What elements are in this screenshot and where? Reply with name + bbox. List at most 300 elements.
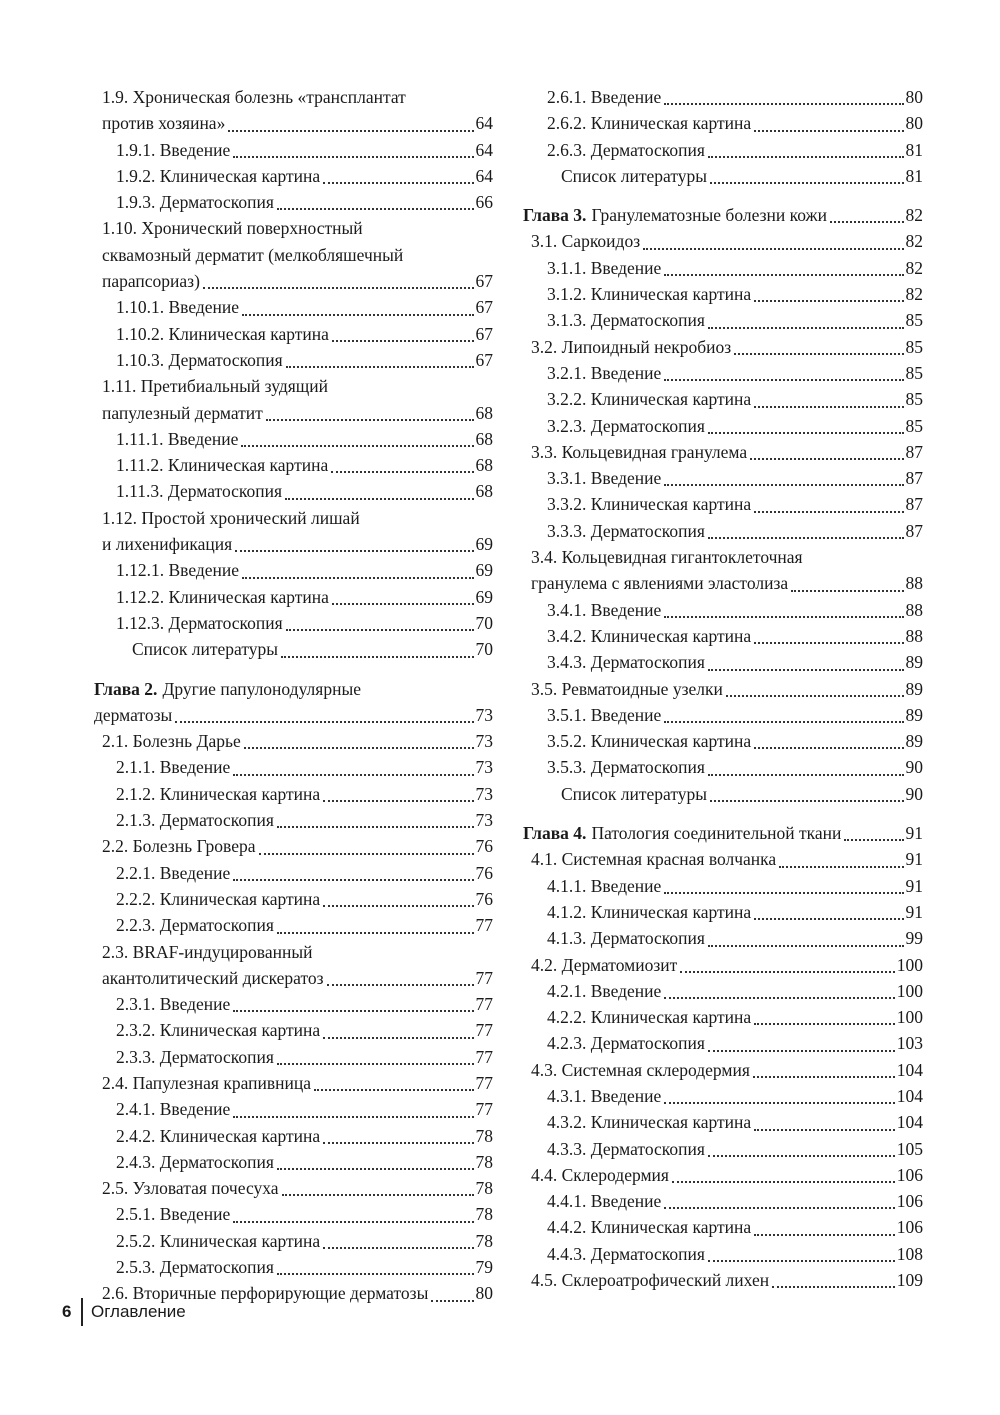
- toc-entry-title: 2.6.1. Введение: [547, 87, 662, 107]
- toc-entry[interactable]: [523, 649, 923, 675]
- toc-entry[interactable]: [523, 334, 923, 360]
- toc-entry-title: 4.1.2. Клиническая картина: [547, 901, 752, 922]
- toc-entry-title: 4.3. Системная склеродермия: [531, 1059, 750, 1080]
- dot-leader: [203, 286, 474, 289]
- toc-page-number: 82: [905, 231, 923, 252]
- dot-leader: [323, 904, 473, 907]
- toc-entry[interactable]: [523, 754, 923, 780]
- toc-entry[interactable]: [102, 833, 493, 859]
- toc-entry-title: 2.3.1. Введение: [116, 994, 231, 1015]
- toc-entry-title-line: [531, 544, 923, 570]
- toc-entry-last-line: [102, 400, 493, 426]
- toc-entry[interactable]: [102, 215, 493, 294]
- dot-leader: [830, 220, 904, 223]
- toc-entry-title: 2.3.3. Дерматоскопия: [116, 1046, 274, 1067]
- toc-entry[interactable]: [102, 1070, 493, 1096]
- dot-leader: [844, 838, 903, 841]
- toc-entry-title: дерматозы: [94, 704, 173, 725]
- toc-entry-title: 2.2.2. Клиническая картина: [116, 888, 321, 909]
- toc-page-number: 104: [896, 1059, 923, 1080]
- toc-entry[interactable]: [523, 386, 923, 412]
- toc-entry[interactable]: [102, 584, 493, 610]
- dot-leader: [734, 352, 903, 355]
- dot-leader: [754, 129, 903, 132]
- dot-leader: [664, 996, 894, 999]
- toc-entry[interactable]: [523, 1162, 923, 1188]
- toc-entry[interactable]: [523, 702, 923, 728]
- toc-entry-title: 2.4.3. Дерматоскопия: [116, 1151, 274, 1172]
- toc-entry-last-line: [531, 570, 923, 596]
- toc-entry-title-text: 1.11. Претибиальный зудящий: [102, 376, 329, 397]
- dot-leader: [664, 891, 903, 894]
- dot-leader: [753, 1075, 895, 1078]
- dot-leader: [285, 497, 473, 500]
- toc-page-number: 76: [475, 836, 493, 857]
- toc-entry[interactable]: [523, 1188, 923, 1214]
- toc-entry-title-text: 3.4. Кольцевидная гигантоклеточная: [531, 547, 803, 568]
- dot-leader: [266, 418, 474, 421]
- toc-entry-title: 2.4.2. Клиническая картина: [116, 1125, 321, 1146]
- toc-page-number: 82: [905, 284, 923, 305]
- dot-leader: [323, 1141, 473, 1144]
- toc-entry[interactable]: [102, 321, 493, 347]
- toc-entry-title: 3.5.3. Дерматоскопия: [547, 757, 705, 778]
- toc-entry[interactable]: [523, 281, 923, 307]
- toc-entry-title: 2.5.1. Введение: [116, 1204, 231, 1225]
- toc-page-number: 87: [905, 494, 923, 515]
- dot-leader: [680, 970, 895, 973]
- toc-page-number: 78: [475, 1178, 493, 1199]
- toc-entry[interactable]: [523, 518, 923, 544]
- toc-page-number: 88: [905, 599, 923, 620]
- toc-entry[interactable]: [523, 597, 923, 623]
- toc-entry[interactable]: [523, 676, 923, 702]
- toc-entry[interactable]: [523, 1030, 923, 1056]
- toc-entry-title-line: [94, 676, 493, 702]
- toc-chapter-entry[interactable]: [523, 820, 923, 846]
- toc-entry-title-line: [102, 373, 493, 399]
- chapter-label: Глава 3.: [523, 205, 587, 226]
- dot-leader: [664, 720, 903, 723]
- toc-page-number: 73: [475, 810, 493, 831]
- dot-leader: [327, 983, 474, 986]
- toc-entry[interactable]: [523, 978, 923, 1004]
- toc-entry-title-line: [102, 242, 493, 268]
- toc-entry[interactable]: [523, 1267, 923, 1293]
- toc-entry-title-text: 1.9. Хроническая болезнь «трансплантат: [102, 87, 406, 107]
- toc-entry[interactable]: [523, 110, 923, 136]
- toc-entry[interactable]: [523, 1083, 923, 1109]
- toc-entry[interactable]: [102, 886, 493, 912]
- toc-page-number: 73: [475, 783, 493, 804]
- toc-page-number: 69: [475, 560, 493, 581]
- toc-entry-title: 1.12.3. Дерматоскопия: [116, 612, 283, 633]
- toc-page-number: 68: [475, 481, 493, 502]
- dot-leader: [314, 1088, 474, 1091]
- dot-leader: [331, 470, 473, 473]
- toc-entry-title: 2.4. Папулезная крапивница: [102, 1072, 311, 1093]
- toc-page-number: 80: [475, 1283, 493, 1304]
- toc-page-number: 77: [475, 1020, 493, 1041]
- chapter-label: Глава 2.: [94, 678, 158, 699]
- dot-leader: [228, 129, 473, 132]
- toc-page-number: 106: [896, 1191, 923, 1212]
- dot-leader: [708, 773, 904, 776]
- dot-leader: [750, 457, 903, 460]
- toc-entry-title: Список литературы: [561, 783, 708, 804]
- toc-entry-title-text: Другие папулонодулярные: [162, 678, 361, 699]
- toc-entry-title: 1.11.3. Дерматоскопия: [116, 481, 283, 502]
- toc-entry[interactable]: [102, 1096, 493, 1122]
- toc-entry-title-line: [102, 84, 493, 110]
- dot-leader: [233, 1220, 473, 1223]
- toc-entry-title: 1.10.1. Введение: [116, 297, 240, 318]
- dot-leader: [754, 1022, 895, 1025]
- toc-entry-title: 2.2.1. Введение: [116, 862, 231, 883]
- toc-entry-title: 1.12.2. Клиническая картина: [116, 586, 329, 607]
- dot-leader: [244, 746, 474, 749]
- toc-entry[interactable]: [523, 728, 923, 754]
- dot-leader: [754, 641, 903, 644]
- toc-page-number: 85: [905, 415, 923, 436]
- dot-leader: [708, 326, 904, 329]
- toc-entry-title: 3.5.1. Введение: [547, 704, 662, 725]
- toc-entry-title: акантолитический дискератоз: [102, 967, 324, 988]
- dot-leader: [233, 773, 473, 776]
- toc-page-number: 81: [905, 139, 923, 160]
- toc-entry-title: 1.11.2. Клиническая картина: [116, 455, 329, 476]
- toc-chapter-entry[interactable]: [94, 676, 493, 729]
- toc-entry[interactable]: [102, 728, 493, 754]
- toc-entry[interactable]: [523, 1004, 923, 1030]
- toc-page-number: 67: [475, 271, 493, 292]
- dot-leader: [664, 102, 903, 105]
- dot-leader: [259, 852, 474, 855]
- toc-entry-title: и лихенификация: [102, 534, 233, 555]
- toc-page-number: 106: [896, 1164, 923, 1185]
- dot-leader: [643, 247, 903, 250]
- toc-page-number: 80: [905, 113, 923, 134]
- toc-entry-title: 2.1. Болезнь Дарье: [102, 731, 241, 752]
- toc-page-number: 70: [475, 612, 493, 633]
- toc-entry-title: 1.11.1. Введение: [116, 428, 239, 449]
- toc-entry[interactable]: [523, 925, 923, 951]
- dot-leader: [754, 917, 903, 920]
- toc-page-number: 85: [905, 389, 923, 410]
- toc-entry[interactable]: [523, 465, 923, 491]
- page-footer: [62, 1298, 186, 1326]
- toc-entry-title: 4.1.3. Дерматоскопия: [547, 928, 705, 949]
- toc-page-number: 76: [475, 888, 493, 909]
- toc-entry-title: 2.1.3. Дерматоскопия: [116, 810, 274, 831]
- toc-entry-title-text: 1.12. Простой хронический лишай: [102, 507, 360, 528]
- toc-page-number: 70: [475, 639, 493, 660]
- dot-leader: [664, 378, 903, 381]
- toc-page-number: 82: [905, 205, 923, 226]
- toc-entry[interactable]: [523, 84, 923, 110]
- toc-entry-last-line: [94, 702, 493, 728]
- toc-entry-title-line: [102, 939, 493, 965]
- toc-entry[interactable]: [523, 1214, 923, 1240]
- dot-leader: [281, 655, 473, 658]
- toc-page-number: 78: [475, 1125, 493, 1146]
- toc-entry[interactable]: [102, 1254, 493, 1280]
- toc-entry[interactable]: [523, 846, 923, 872]
- toc-page-number: 66: [475, 192, 493, 213]
- toc-entry[interactable]: [523, 360, 923, 386]
- toc-entry-title: 3.3.1. Введение: [547, 468, 662, 489]
- toc-page-number: 77: [475, 1046, 493, 1067]
- dot-leader: [431, 1299, 473, 1302]
- toc-page-number: 76: [475, 862, 493, 883]
- toc-page-number: 99: [905, 928, 923, 949]
- toc-entry[interactable]: [102, 84, 493, 137]
- toc-entry-title: папулезный дерматит: [102, 402, 263, 423]
- toc-page-number: 109: [896, 1270, 923, 1291]
- toc-entry-title: 2.5. Узловатая почесуха: [102, 1178, 279, 1199]
- toc-entry[interactable]: [102, 781, 493, 807]
- toc-entry-title: против хозяина»: [102, 113, 226, 134]
- toc-entry-last-line: [523, 820, 923, 846]
- toc-entry-title: 4.3.2. Клиническая картина: [547, 1112, 752, 1133]
- toc-entry[interactable]: [102, 1175, 493, 1201]
- toc-entry[interactable]: [102, 1123, 493, 1149]
- toc-entry-title: 2.1.1. Введение: [116, 757, 231, 778]
- toc-entry[interactable]: [102, 1044, 493, 1070]
- toc-entry-last-line: [102, 110, 493, 136]
- toc-page-number: 68: [475, 428, 493, 449]
- toc-page-number: 88: [905, 625, 923, 646]
- dot-leader: [754, 405, 903, 408]
- toc-entry-title: 4.4.3. Дерматоскопия: [547, 1243, 705, 1264]
- toc-entry-title: 2.6.3. Дерматоскопия: [547, 139, 705, 160]
- dot-leader: [233, 878, 473, 881]
- toc-page-number: 87: [905, 441, 923, 462]
- toc-entry[interactable]: [102, 189, 493, 215]
- toc-entry[interactable]: [102, 1228, 493, 1254]
- dot-leader: [277, 1167, 474, 1170]
- toc-page-number: 105: [896, 1138, 923, 1159]
- toc-page-number: 77: [475, 1099, 493, 1120]
- toc-page-number: 73: [475, 704, 493, 725]
- toc-entry-last-line: [102, 268, 493, 294]
- toc-entry-title: 3.1.2. Клиническая картина: [547, 284, 752, 305]
- toc-entry[interactable]: [523, 1136, 923, 1162]
- toc-entry[interactable]: [523, 137, 923, 163]
- toc-page-number: 67: [475, 323, 493, 344]
- dot-leader: [664, 1101, 894, 1104]
- toc-entry-title: 2.2. Болезнь Гровера: [102, 836, 256, 857]
- toc-page-number: 77: [475, 967, 493, 988]
- toc-page-number: 85: [905, 310, 923, 331]
- dot-leader: [779, 865, 903, 868]
- toc-page-number: 85: [905, 336, 923, 357]
- toc-entry-title: 2.6. Вторичные перфорирующие дерматозы: [102, 1283, 429, 1304]
- toc-entry-title: 1.9.2. Клиническая картина: [116, 165, 321, 186]
- toc-entry[interactable]: [523, 873, 923, 899]
- dot-leader: [277, 1272, 474, 1275]
- toc-entry[interactable]: [102, 426, 493, 452]
- toc-entry-title: 3.3. Кольцевидная гранулема: [531, 441, 748, 462]
- toc-entry-title: 2.2.3. Дерматоскопия: [116, 915, 274, 936]
- toc-right-column: [523, 84, 923, 1293]
- toc-entry[interactable]: [523, 1057, 923, 1083]
- toc-entry-title: 3.5. Ревматоидные узелки: [531, 678, 723, 699]
- dot-leader: [708, 944, 904, 947]
- toc-entry-title: 4.2. Дерматомиозит: [531, 954, 678, 975]
- toc-page-number: 64: [475, 165, 493, 186]
- toc-page-number: 69: [475, 534, 493, 555]
- toc-page-number: 87: [905, 468, 923, 489]
- dot-leader: [332, 339, 474, 342]
- toc-entry-title: 4.4.1. Введение: [547, 1191, 662, 1212]
- toc-entry[interactable]: [523, 491, 923, 517]
- toc-entry-title: 4.2.2. Клиническая картина: [547, 1007, 752, 1028]
- toc-entry-title: 3.4.1. Введение: [547, 599, 662, 620]
- toc-page-number: 91: [905, 901, 923, 922]
- toc-entry-title: парапсориаз): [102, 271, 200, 292]
- toc-entry[interactable]: [102, 807, 493, 833]
- toc-entry[interactable]: [523, 1109, 923, 1135]
- toc-page-number: 89: [905, 678, 923, 699]
- toc-entry-title-line: [102, 215, 493, 241]
- toc-entry-title: 3.1.3. Дерматоскопия: [547, 310, 705, 331]
- toc-entry[interactable]: [523, 255, 923, 281]
- dot-leader: [708, 155, 904, 158]
- dot-leader: [323, 799, 473, 802]
- toc-entry-title: 3.3.2. Клиническая картина: [547, 494, 752, 515]
- toc-entry[interactable]: [102, 505, 493, 558]
- toc-entry[interactable]: [102, 452, 493, 478]
- toc-page-number: 77: [475, 1072, 493, 1093]
- toc-entry[interactable]: [102, 1017, 493, 1043]
- dot-leader: [242, 313, 473, 316]
- toc-entry-title: Список литературы: [132, 639, 279, 660]
- toc-entry[interactable]: [102, 939, 493, 992]
- toc-entry-title-text: 2.3. BRAF-индуцированный: [102, 941, 313, 962]
- toc-chapter-entry[interactable]: [523, 202, 923, 228]
- toc-entry[interactable]: [523, 952, 923, 978]
- toc-entry-title: 2.3.2. Клиническая картина: [116, 1020, 321, 1041]
- dot-leader: [286, 628, 474, 631]
- toc-entry-last-line: [102, 531, 493, 557]
- dot-leader: [241, 444, 473, 447]
- toc-entry[interactable]: [102, 478, 493, 504]
- toc-entry-title: Список литературы: [561, 165, 708, 186]
- toc-entry-title: 1.12.1. Введение: [116, 560, 240, 581]
- toc-entry[interactable]: [523, 544, 923, 597]
- toc-entry-title: 4.2.3. Дерматоскопия: [547, 1033, 705, 1054]
- toc-entry-title: 4.1.1. Введение: [547, 875, 662, 896]
- toc-entry[interactable]: [102, 912, 493, 938]
- toc-page-number: 91: [905, 823, 923, 844]
- toc-entry[interactable]: [523, 307, 923, 333]
- toc-page-number: 73: [475, 757, 493, 778]
- dot-leader: [672, 1180, 895, 1183]
- toc-entry-title-line: [102, 505, 493, 531]
- toc-entry-last-line: [102, 965, 493, 991]
- toc-entry-last-line: [523, 202, 923, 228]
- toc-page-number: 104: [896, 1085, 923, 1106]
- toc-page-number: 100: [896, 980, 923, 1001]
- toc-entry[interactable]: [102, 373, 493, 426]
- toc-page-number: 90: [905, 783, 923, 804]
- toc-entry-title: 4.3.1. Введение: [547, 1085, 662, 1106]
- dot-leader: [708, 536, 904, 539]
- dot-leader: [754, 1128, 895, 1131]
- toc-entry[interactable]: [523, 439, 923, 465]
- toc-page-number: 68: [475, 402, 493, 423]
- dot-leader: [323, 181, 473, 184]
- toc-entry[interactable]: [102, 347, 493, 373]
- toc-entry[interactable]: [102, 860, 493, 886]
- dot-leader: [242, 576, 473, 579]
- dot-leader: [233, 1115, 473, 1118]
- toc-entry-title: 4.5. Склероатрофический лихен: [531, 1270, 770, 1291]
- dot-leader: [235, 549, 473, 552]
- toc-entry[interactable]: [102, 137, 493, 163]
- toc-page-number: 77: [475, 994, 493, 1015]
- dot-leader: [233, 155, 473, 158]
- toc-entry-title: Патология соединительной ткани: [591, 823, 842, 844]
- toc-entry[interactable]: [102, 610, 493, 636]
- dot-leader: [332, 602, 474, 605]
- page-number: 6: [62, 1302, 72, 1321]
- dot-leader: [726, 694, 904, 697]
- toc-entry[interactable]: [102, 1149, 493, 1175]
- dot-leader: [754, 299, 903, 302]
- toc-entry-title: 3.2. Липоидный некробиоз: [531, 336, 732, 357]
- toc-entry-title: 3.2.1. Введение: [547, 362, 662, 383]
- toc-page-number: 67: [475, 349, 493, 370]
- toc-entry[interactable]: [523, 623, 923, 649]
- toc-left-column: [94, 84, 493, 1307]
- toc-entry[interactable]: [523, 899, 923, 925]
- toc-entry-title: 2.5.3. Дерматоскопия: [116, 1257, 274, 1278]
- dot-leader: [323, 1036, 473, 1039]
- toc-page-number: 90: [905, 757, 923, 778]
- toc-entry[interactable]: [102, 1201, 493, 1227]
- dot-leader: [286, 365, 474, 368]
- toc-entry[interactable]: [523, 781, 923, 807]
- toc-page-number: 68: [475, 455, 493, 476]
- toc-page-number: 100: [896, 1007, 923, 1028]
- toc-entry[interactable]: [102, 294, 493, 320]
- dot-leader: [708, 1259, 895, 1262]
- toc-entry[interactable]: [102, 163, 493, 189]
- dot-leader: [710, 799, 903, 802]
- toc-entry[interactable]: [102, 754, 493, 780]
- toc-entry[interactable]: [102, 636, 493, 662]
- toc-entry-title: 1.9.1. Введение: [116, 139, 231, 160]
- toc-entry[interactable]: [523, 413, 923, 439]
- dot-leader: [791, 589, 903, 592]
- toc-entry-title: гранулема с явлениями эластолиза: [531, 573, 789, 594]
- toc-entry[interactable]: [523, 163, 923, 189]
- toc-entry[interactable]: [523, 228, 923, 254]
- toc-entry-title: 3.1. Саркоидоз: [531, 231, 641, 252]
- toc-page-number: 91: [905, 849, 923, 870]
- toc-entry-title: 4.4.2. Клиническая картина: [547, 1217, 752, 1238]
- toc-entry-title: 4.2.1. Введение: [547, 980, 662, 1001]
- toc-page-number: 103: [896, 1033, 923, 1054]
- toc-entry-title: 3.4.3. Дерматоскопия: [547, 652, 705, 673]
- toc-entry-title-text: 1.10. Хронический поверхностный: [102, 218, 363, 239]
- toc-page-number: 67: [475, 297, 493, 318]
- toc-entry[interactable]: [102, 991, 493, 1017]
- toc-entry[interactable]: [523, 1241, 923, 1267]
- toc-entry[interactable]: [102, 557, 493, 583]
